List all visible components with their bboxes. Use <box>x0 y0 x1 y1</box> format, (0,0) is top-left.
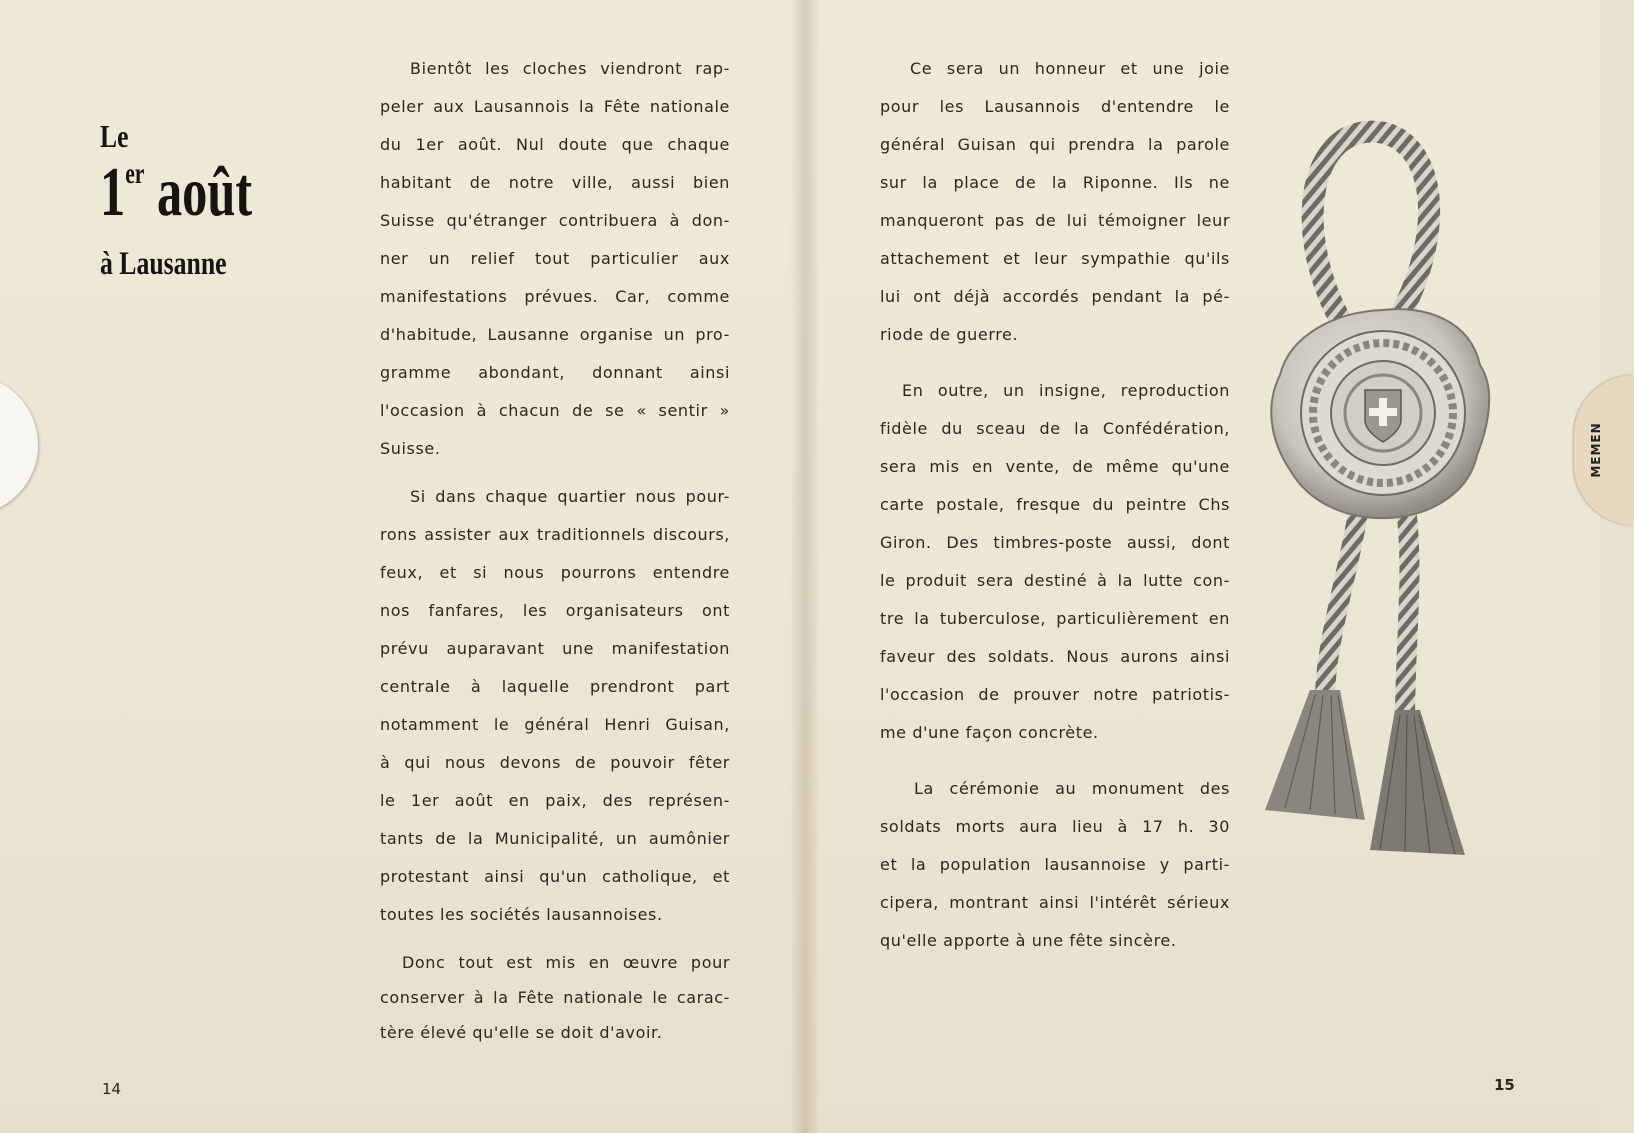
title-date-suffix: er <box>125 157 145 190</box>
title-date <box>100 154 253 231</box>
text-line: Suisse qu'étranger contribuera à don- <box>380 211 730 230</box>
text-line: Suisse. <box>380 439 441 458</box>
text-line: tre la tuberculose, particulièrement en <box>880 609 1230 628</box>
text-line: ner un relief tout particulier aux <box>380 249 730 268</box>
text-line: manifestations prévues. Car, comme <box>380 287 730 306</box>
right-paragraph-1 <box>880 56 1230 360</box>
title-city: à Lausanne <box>100 246 227 282</box>
page-number-left: 14 <box>102 1080 122 1098</box>
text-line: riode de guerre. <box>880 325 1019 344</box>
text-line: qu'elle apporte à une fête sincère. <box>880 931 1177 950</box>
left-paragraph-2 <box>380 484 730 940</box>
text-line: le produit sera destiné à la lutte con- <box>880 571 1230 590</box>
left-paragraph-3 <box>380 950 730 1058</box>
right-paragraph-3 <box>880 776 1230 966</box>
text-line: prévu auparavant une manifestation <box>380 639 730 658</box>
text-line: à qui nous devons de pouvoir fêter <box>380 753 730 772</box>
text-line: me d'une façon concrète. <box>880 723 1099 742</box>
text-line: lui ont déjà accordés pendant la pé- <box>880 287 1230 306</box>
text-line: carte postale, fresque du peintre Chs <box>880 495 1230 514</box>
text-line: et la population lausannoise y parti- <box>880 855 1230 874</box>
text-line: Bientôt les cloches viendront rap- <box>410 59 730 78</box>
text-line: soldats morts aura lieu à 17 h. 30 <box>880 817 1230 836</box>
text-line: La cérémonie au monument des <box>914 779 1230 798</box>
text-line: cipera, montrant ainsi l'intérêt sérieux <box>880 893 1230 912</box>
text-line: conserver à la Fête nationale le carac- <box>380 988 730 1007</box>
text-line: d'habitude, Lausanne organise un pro- <box>380 325 730 344</box>
text-line: Ce sera un honneur et une joie <box>910 59 1230 78</box>
text-line: tants de la Municipalité, un aumônier <box>380 829 730 848</box>
text-line: rons assister aux traditionnels discours, <box>380 525 730 544</box>
text-line: général Guisan qui prendra la parole <box>880 135 1230 154</box>
text-line: pour les Lausannois d'entendre le <box>880 97 1230 116</box>
text-line: peler aux Lausannois la Fête nationale <box>380 97 730 116</box>
text-line: du 1er août. Nul doute que chaque <box>380 135 730 154</box>
text-line: notamment le général Henri Guisan, <box>380 715 730 734</box>
text-line: centrale à laquelle prendront part <box>380 677 730 696</box>
page-tab-left <box>0 375 38 515</box>
text-line: manqueront pas de lui témoigner leur <box>880 211 1230 230</box>
text-line: feux, et si nous pourrons entendre <box>380 563 730 582</box>
text-line: l'occasion de prouver notre patriotis- <box>880 685 1230 704</box>
text-line: nos fanfares, les organisateurs ont <box>380 601 730 620</box>
right-text-column <box>880 56 1230 966</box>
text-line: faveur des soldats. Nous aurons ainsi <box>880 647 1230 666</box>
text-line: le 1er août en paix, des représen- <box>380 791 730 810</box>
left-page <box>0 0 805 1133</box>
right-paragraph-2 <box>880 378 1230 758</box>
text-line: Donc tout est mis en œuvre pour <box>402 953 730 972</box>
text-line: fidèle du sceau de la Confédération, <box>880 419 1230 438</box>
text-line: En outre, un insigne, reproduction <box>902 381 1230 400</box>
text-line: sera mis en vente, de même qu'une <box>880 457 1230 476</box>
left-paragraph-1 <box>380 56 730 474</box>
text-line: sur la place de la Riponne. Ils ne <box>880 173 1230 192</box>
text-line: habitant de notre ville, aussi bien <box>380 173 730 192</box>
text-line: Si dans chaque quartier nous pour- <box>410 487 730 506</box>
page-number-right: 15 <box>1494 1076 1515 1094</box>
text-line: protestant ainsi qu'un catholique, et <box>380 867 730 886</box>
text-line: attachement et leur sympathie qu'ils <box>880 249 1230 268</box>
left-text-column <box>380 56 730 1058</box>
book-gutter <box>790 0 820 1133</box>
title-le: Le <box>100 118 129 154</box>
page-title <box>100 120 300 281</box>
title-date-number: 1 <box>100 154 126 231</box>
text-line: l'occasion à chacun de se « sentir » <box>380 401 730 420</box>
text-line: gramme abondant, donnant ainsi <box>380 363 730 382</box>
text-line: Giron. Des timbres-poste aussi, dont <box>880 533 1230 552</box>
text-line: toutes les sociétés lausannoises. <box>380 905 663 924</box>
title-date-word: août <box>156 154 253 231</box>
wax-seal-with-cord-icon <box>1265 120 1500 875</box>
text-line: tère élevé qu'elle se doit d'avoir. <box>380 1023 663 1042</box>
side-tab-label: MEMEN <box>1589 422 1603 478</box>
